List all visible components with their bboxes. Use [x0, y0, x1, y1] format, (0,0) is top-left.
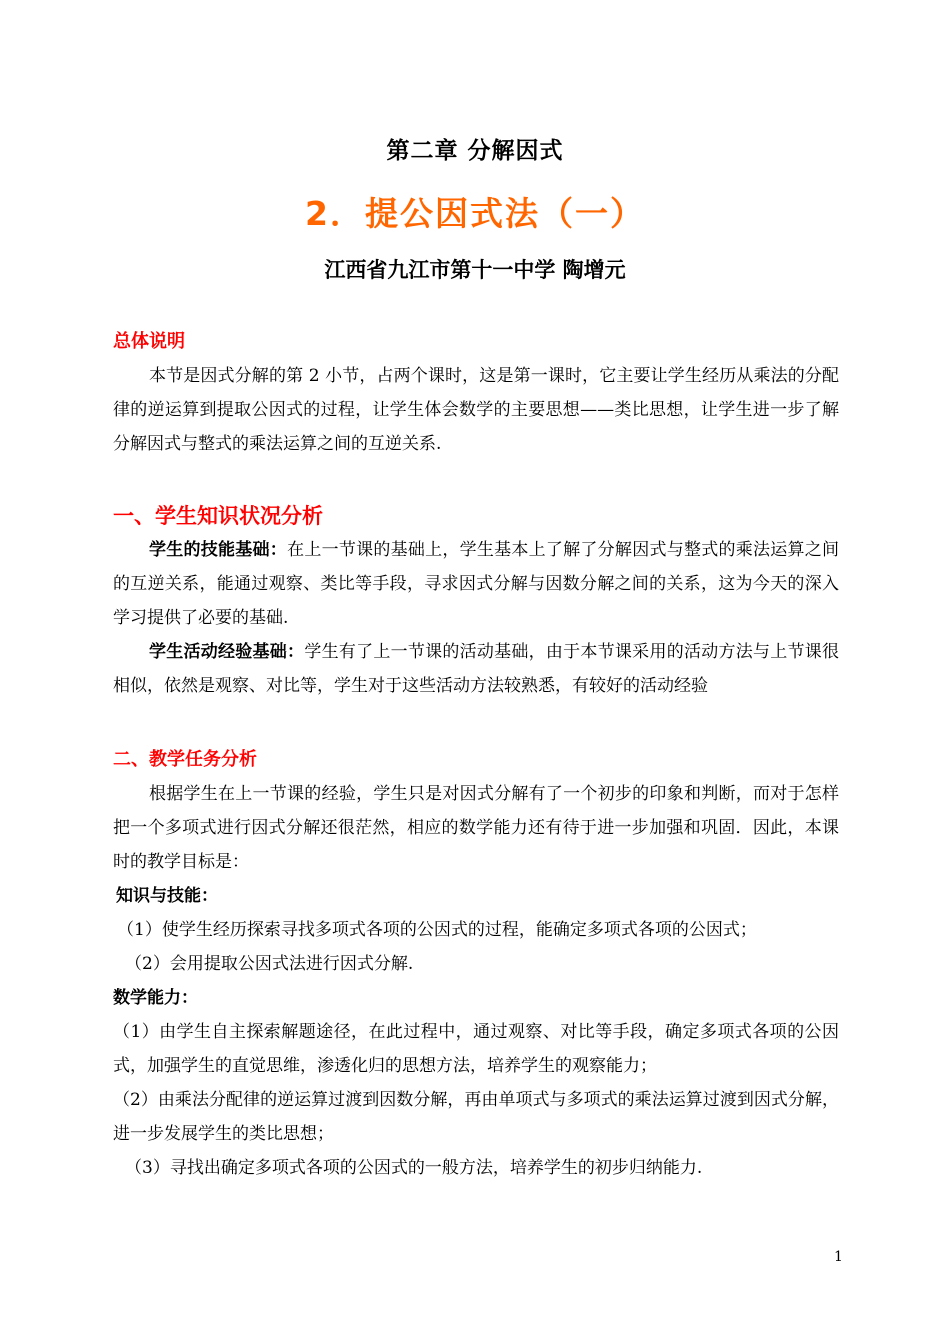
section2-heading: 二、教学任务分析	[113, 749, 257, 770]
task-intro-paragraph: 根据学生在上一节课的经验，学生只是对因式分解有了一个初步的印象和判断，而对于怎样把一个多项式进行因式分解还很茫然，相应的数学能力还有待于进一步加强和巩固．因此，本课时的教学目标是：	[113, 784, 839, 872]
math-ability-item: （2）由乘法分配律的逆运算过渡到因数分解，再由单项式与多项式的乘法运算过渡到因式分解，进一步发展学生的类比思想；	[113, 1090, 839, 1144]
math-ability-item: （3）寻找出确定多项式各项的公因式的一般方法，培养学生的初步归纳能力.	[125, 1158, 703, 1178]
experience-paragraph	[113, 635, 839, 703]
math-ability-label: 数学能力：	[113, 988, 198, 1008]
section1-heading: 一、学生知识状况分析	[113, 504, 323, 528]
knowledge-label: 知识与技能：	[116, 886, 218, 906]
skills-text: 在上一节课的基础上，学生基本上了解了分解因式与整式的乘法运算之间的互逆关系，能通过观察、类比等手段，寻求因式分解与因数分解之间的关系，这为今天的深入学习提供了必要的基础.	[113, 540, 840, 628]
experience-text: 学生有了上一节课的活动基础，由于本节课采用的活动方法与上节课很相似，依然是观察、对比等，学生对于这些活动方法较熟悉，有较好的活动经验	[113, 642, 840, 696]
knowledge-item: （2）会用提取公因式法进行因式分解.	[125, 954, 414, 974]
knowledge-item: （1）使学生经历探索寻找多项式各项的公因式的过程，能确定多项式各项的公因式；	[117, 920, 757, 940]
lesson-title: 2．提公因式法（一）	[305, 194, 645, 233]
page-number: 1	[834, 1249, 843, 1265]
document-body	[113, 325, 839, 1185]
experience-label: 学生活动经验基础：	[149, 642, 305, 662]
skills-label: 学生的技能基础：	[149, 540, 288, 560]
skills-paragraph	[113, 533, 839, 635]
overview-paragraph: 本节是因式分解的第 2 小节，占两个课时，这是第一课时，它主要让学生经历从乘法的分配律的逆运算到提取公因式的过程，让学生体会数学的主要思想——类比思想，让学生进一步了解分解因式与整式的乘法运算之间的互逆关系.	[113, 366, 839, 454]
author-line: 江西省九江市第十一中学 陶增元	[324, 258, 626, 282]
overview-heading: 总体说明	[113, 331, 185, 352]
math-ability-item: （1）由学生自主探索解题途径，在此过程中，通过观察、对比等手段，确定多项式各项的公因式，加强学生的直觉思维，渗透化归的思想方法，培养学生的观察能力；	[113, 1022, 839, 1076]
chapter-heading: 第二章 分解因式	[386, 138, 564, 164]
